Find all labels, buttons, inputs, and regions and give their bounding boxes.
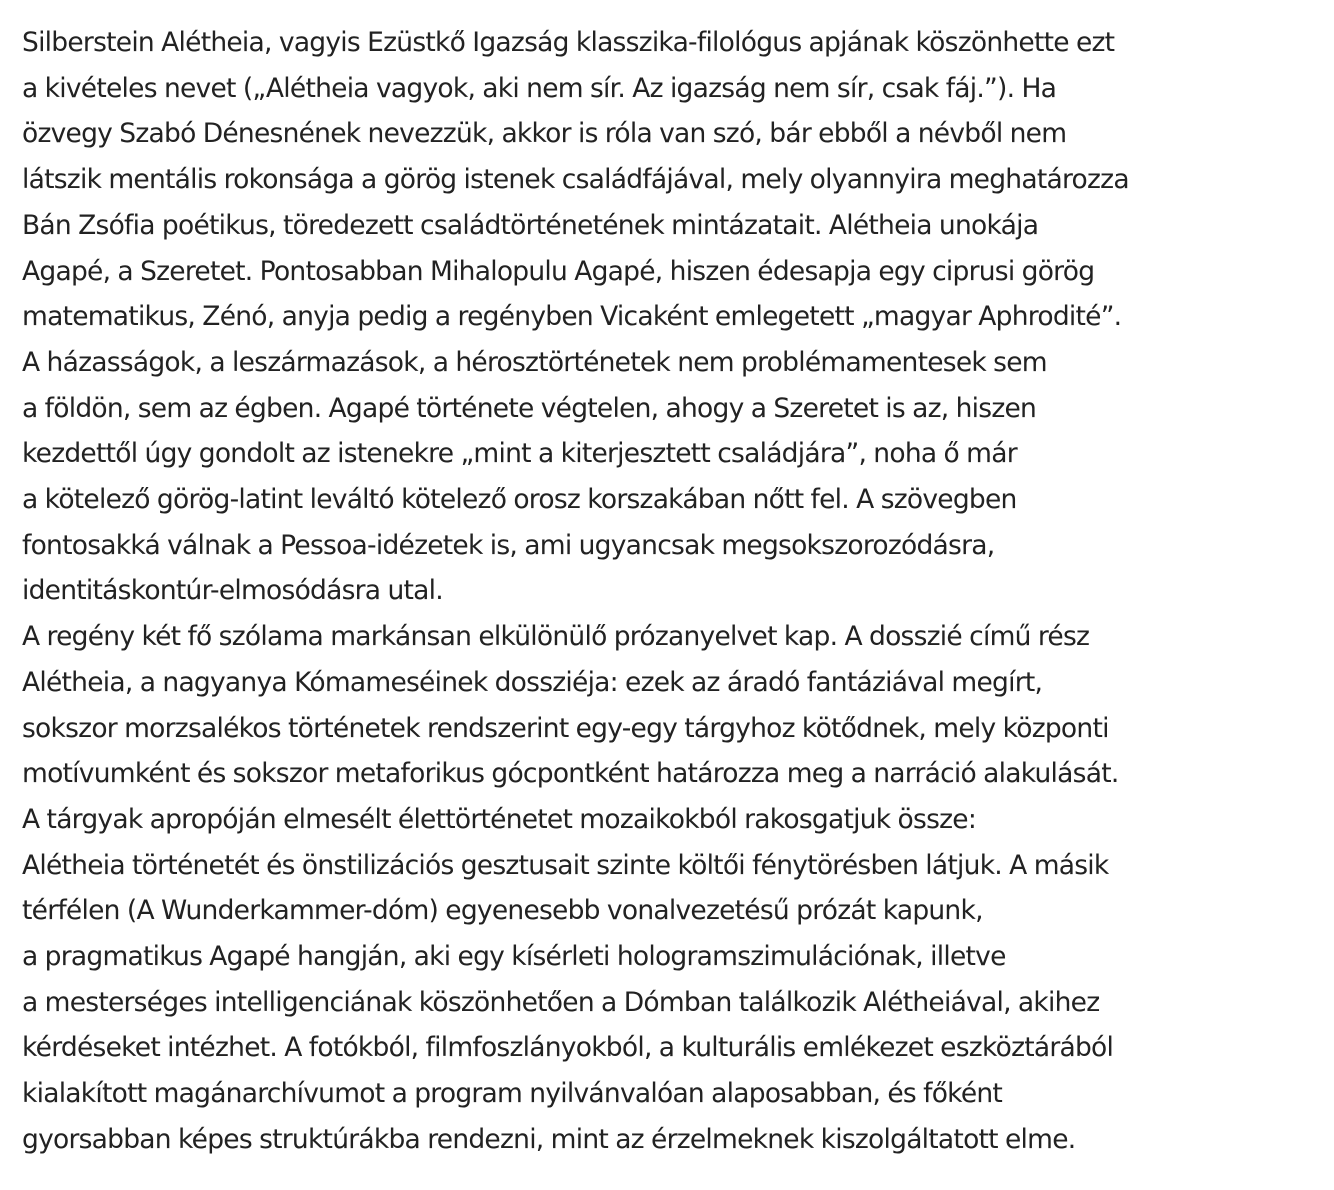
- text-line: kialakított magánarchívumot a program nyilvánvalóan alaposabban, és főként: [22, 1078, 1003, 1110]
- text-line: a kivételes nevet („Alétheia vagyok, aki nem sír. Az igazság nem sír, csak fáj.”). Ha: [22, 72, 1057, 104]
- paragraph-1: [22, 20, 1312, 614]
- text-line: sokszor morzsalékos történetek rendszerint egy-egy tárgyhoz kötődnek, mely központi: [22, 712, 1109, 744]
- text-line: özvegy Szabó Dénesnének nevezzük, akkor is róla van szó, bár ebből a névből nem: [22, 118, 1067, 150]
- text-line: identitáskontúr-elmosódásra utal.: [22, 575, 443, 607]
- text-line: kérdéseket intézhet. A fotókból, filmfoszlányokból, a kulturális emlékezet eszköztárából: [22, 1032, 1114, 1064]
- text-line: gyorsabban képes struktúrákba rendezni, mint az érzelmeknek kiszolgáltatott elme.: [22, 1123, 1076, 1155]
- text-line: Alétheia, a nagyanya Kómameséinek dossziéja: ezek az áradó fantáziával megírt,: [22, 666, 1043, 698]
- paragraph-2: [22, 614, 1312, 1162]
- text-line: Alétheia történetét és önstilizációs gesztusait szinte költői fénytörésben látjuk. A másik: [22, 849, 1109, 881]
- text-line: a kötelező görög-latint leváltó kötelező orosz korszakában nőtt fel. A szövegben: [22, 484, 1017, 516]
- text-line: kezdettől úgy gondolt az istenekre „mint a kiterjesztett családjára”, noha ő már: [22, 438, 1017, 470]
- text-line: motívumként és sokszor metaforikus gócpontként határozza meg a narráció alakulását.: [22, 758, 1119, 790]
- text-line: matematikus, Zénó, anyja pedig a regényben Vicaként emlegetett „magyar Aphrodité”.: [22, 301, 1122, 333]
- text-line: Bán Zsófia poétikus, töredezett családtörténetének mintázatait. Alétheia unokája: [22, 209, 1039, 241]
- text-line: A regény két fő szólama markánsan elkülönülő prózanyelvet kap. A dosszié című rész: [22, 621, 1090, 653]
- text-line: a földön, sem az égben. Agapé története végtelen, ahogy a Szeretet is az, hiszen: [22, 392, 1037, 424]
- text-line: a pragmatikus Agapé hangján, aki egy kísérleti hologramszimulációnak, illetve: [22, 941, 1006, 973]
- text-line: Agapé, a Szeretet. Pontosabban Mihalopulu Agapé, hiszen édesapja egy ciprusi görög: [22, 255, 1095, 287]
- text-line: a mesterséges intelligenciának köszönhetően a Dómban találkozik Alétheiával, akihez: [22, 986, 1100, 1018]
- text-line: térfélen (A Wunderkammer-dóm) egyenesebb vonalvezetésű prózát kapunk,: [22, 895, 983, 927]
- text-line: A tárgyak apropóján elmesélt élettörténetet mozaikokból rakosgatjuk össze:: [22, 803, 977, 835]
- article-body: [22, 20, 1312, 1163]
- text-line: A házasságok, a leszármazások, a hérosztörténetek nem problémamentesek sem: [22, 346, 1047, 378]
- text-line: fontosakká válnak a Pessoa-idézetek is, ami ugyancsak megsokszorozódásra,: [22, 529, 995, 561]
- text-line: Silberstein Alétheia, vagyis Ezüstkő Igazság klasszika-filológus apjának köszönhette ezt: [22, 27, 1115, 58]
- text-line: látszik mentális rokonsága a görög istenek családfájával, mely olyannyira meghatározza: [22, 164, 1129, 196]
